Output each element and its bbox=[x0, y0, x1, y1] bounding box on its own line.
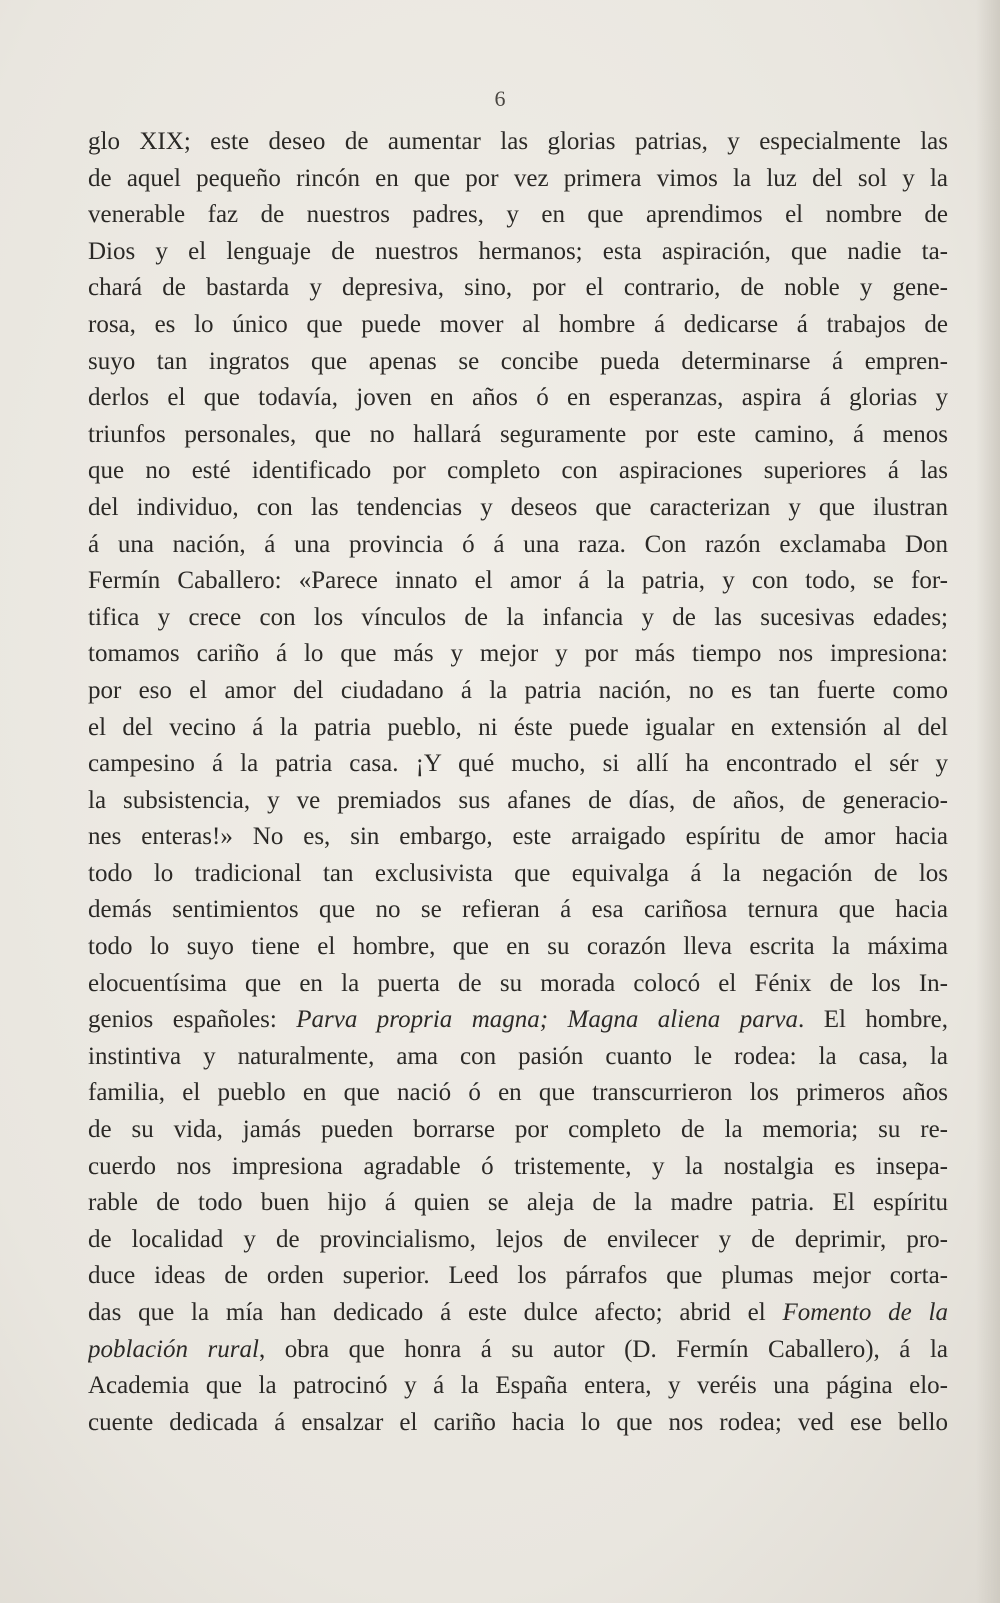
text-line: rable de todo buen hijo á quien se aleja de la madre patria. El espíritu bbox=[88, 1189, 948, 1217]
text-line: de aquel pequeño rincón en que por vez primera vimos la luz del sol y la bbox=[88, 164, 948, 192]
text-line: todo lo tradicional tan exclusivista que equivalga á la negación de los bbox=[88, 859, 948, 887]
text-line: el del vecino á la patria pueblo, ni éste puede igualar en extensión al del bbox=[88, 713, 948, 741]
text-line: del individuo, con las tendencias y deseos que caracterizan y que ilustran bbox=[88, 493, 948, 521]
text-line: á una nación, á una provincia ó á una raza. Con razón exclamaba Don bbox=[88, 530, 948, 558]
small-caps-text: XIX bbox=[139, 128, 184, 155]
page-number: 6 bbox=[494, 86, 506, 111]
text-line: que no esté identificado por completo con aspiraciones superiores á las bbox=[88, 457, 948, 485]
text-line: de localidad y de provincialismo, lejos de envilecer y de deprimir, pro- bbox=[88, 1225, 948, 1253]
text-line: nes enteras!» No es, sin embargo, este arraigado espíritu de amor hacia bbox=[88, 823, 948, 851]
text-line: Academia que la patrocinó y á la España entera, y veréis una página elo- bbox=[88, 1372, 948, 1400]
text-line: campesino á la patria casa. ¡Y qué mucho, si allí ha encontrado el sér y bbox=[88, 750, 948, 778]
text-line: triunfos personales, que no hallará seguramente por este camino, á menos bbox=[88, 420, 948, 448]
text-line: todo lo suyo tiene el hombre, que en su corazón lleva escrita la máxima bbox=[88, 933, 948, 961]
text-line: población rural, obra que honra á su autor (D. Fermín Caballero), á la bbox=[88, 1335, 948, 1363]
text-line: familia, el pueblo en que nació ó en que transcurrieron los primeros años bbox=[88, 1079, 948, 1107]
text-line: chará de bastarda y depresiva, sino, por el contrario, de noble y gene- bbox=[88, 274, 948, 302]
text-line: suyo tan ingratos que apenas se concibe pueda determinarse á empren- bbox=[88, 347, 948, 375]
text-line: elocuentísima que en la puerta de su morada colocó el Fénix de los In- bbox=[88, 969, 948, 997]
text-line: instintiva y naturalmente, ama con pasión cuanto le rodea: la casa, la bbox=[88, 1042, 948, 1070]
italic-text: Fomento de la bbox=[782, 1299, 948, 1326]
text-line: venerable faz de nuestros padres, y en que aprendimos el nombre de bbox=[88, 201, 948, 229]
text-line: genios españoles: Parva propria magna; Magna aliena parva. El hombre, bbox=[88, 1006, 948, 1034]
text-line: duce ideas de orden superior. Leed los párrafos que plumas mejor corta- bbox=[88, 1262, 948, 1290]
page-edge-shadow bbox=[976, 0, 1000, 1603]
text-line: tifica y crece con los vínculos de la infancia y de las sucesivas edades; bbox=[88, 603, 948, 631]
text-line: glo XIX; este deseo de aumentar las glorias patrias, y especialmente las bbox=[88, 128, 948, 155]
text-line: derlos el que todavía, joven en años ó en esperanzas, aspira á glorias y bbox=[88, 384, 948, 412]
text-line: demás sentimientos que no se refieran á esa cariñosa ternura que hacia bbox=[88, 896, 948, 924]
text-line: tomamos cariño á lo que más y mejor y por más tiempo nos impresiona: bbox=[88, 640, 948, 668]
text-line: Fermín Caballero: «Parece innato el amor á la patria, y con todo, se for- bbox=[88, 567, 948, 595]
text-line: cuerdo nos impresiona agradable ó tristemente, y la nostalgia es insepa- bbox=[88, 1152, 948, 1180]
text-line: por eso el amor del ciudadano á la patria nación, no es tan fuerte como bbox=[88, 676, 948, 704]
italic-text: Parva propria magna; Magna aliena parva bbox=[296, 1006, 799, 1034]
italic-text: población rural bbox=[88, 1335, 259, 1363]
text-line: Dios y el lenguaje de nuestros hermanos; esta aspiración, que nadie ta- bbox=[88, 237, 948, 265]
text-line: de su vida, jamás pueden borrarse por completo de la memoria; su re- bbox=[88, 1116, 948, 1144]
text-line: cuente dedicada á ensalzar el cariño hacia lo que nos rodea; ved ese bello bbox=[88, 1408, 948, 1436]
text-line: la subsistencia, y ve premiados sus afanes de días, de años, de generacio- bbox=[88, 786, 948, 814]
text-line: rosa, es lo único que puede mover al hombre á dedicarse á trabajos de bbox=[88, 310, 948, 338]
text-line: das que la mía han dedicado á este dulce afecto; abrid el Fomento de la bbox=[88, 1299, 948, 1326]
body-text bbox=[88, 124, 948, 1441]
